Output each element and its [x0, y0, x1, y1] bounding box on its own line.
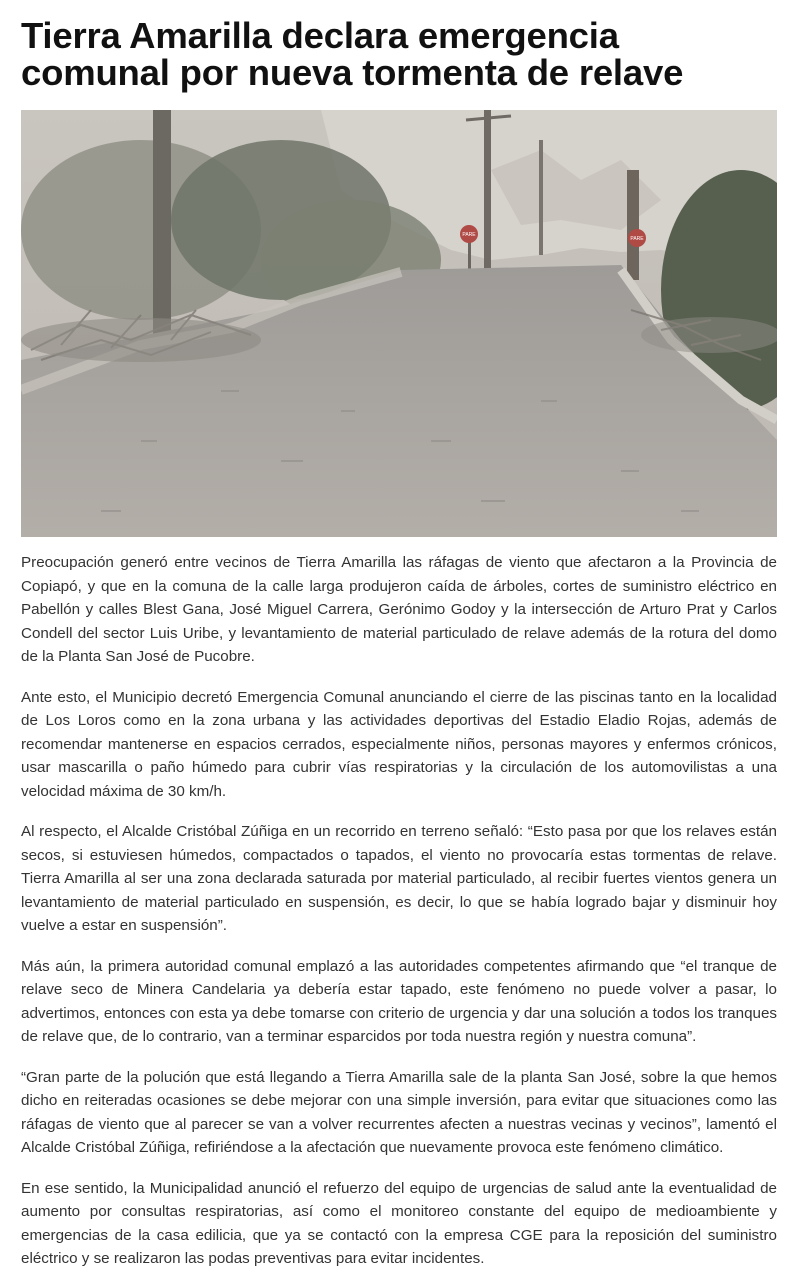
article-paragraph-1: Preocupación generó entre vecinos de Tierra Amarilla las ráfagas de viento que afectaron a la Provincia de Copiapó, y que en la comuna de la calle larga produjeron caída de árboles, cortes de suministro eléctrico en Pabellón y calles Blest Gana, José Miguel Carrera, Gerónimo Godoy y la intersección de Arturo Prat y Carlos Condell del sector Luis Uribe, y levantamiento de material particulado de relave además de la rotura del domo de la Planta San José de Pucobre.: [21, 554, 777, 665]
debris-pile-right: [641, 317, 777, 353]
road-scene-illustration: [21, 110, 777, 537]
article: [21, 0, 777, 1267]
article-headline: Tierra Amarilla declara emergencia comunal por nueva tormenta de relave: [21, 15, 684, 93]
article-paragraph-5: “Gran parte de la polución que está llegando a Tierra Amarilla sale de la planta San José, sobre la que hemos dicho en reiteradas ocasiones se debe mejorar con una simple inversión, para evitar que situaciones como las ráfagas de viento que al parecer se van a volver recurrentes afecten a nuestras vecinas y vecinos”, lamentó el Alcalde Cristóbal Zúñiga, refiriéndose a la afectación que nuevamente provoca este fenómeno climático.: [21, 1068, 777, 1156]
stop-sign-right-label: PARE: [630, 236, 644, 242]
utility-pole-far: [539, 140, 543, 255]
article-paragraph-3: Al respecto, el Alcalde Cristóbal Zúñiga en un recorrido en terreno señaló: “Esto pasa por que los relaves están secos, si estuviesen húmedos, compactados o tapados, el viento no provocaría estas tormentas de relave. Tierra Amarilla al ser una zona declarada saturada por material particulado, al recibir fuertes vientos genera un levantamiento de material particulado en suspensión, es decir, lo que se había logrado bajar y disminuir hoy vuelve a estar en suspensión”.: [21, 823, 777, 934]
utility-pole-left: [153, 110, 171, 340]
article-paragraph-2: Ante esto, el Municipio decretó Emergencia Comunal anunciando el cierre de las piscinas tanto en la localidad de Los Loros como en la zona urbana y las actividades deportivas del Estadio Eladio Rojas, además de recomendar mantenerse en espacios cerrados, especialmente niños, personas mayores y enfermos crónicos, usar mascarilla o paño húmedo para cubrir vías respiratorias y la circulación de los automovilistas a una velocidad máxima de 30 km/h.: [21, 688, 777, 800]
stop-sign-post-right: [636, 245, 639, 275]
article-paragraph-4: Más aún, la primera autoridad comunal emplazó a las autoridades competentes afirmando que “el tranque de relave seco de Minera Candelaria ya debería estar tapado, este fenómeno no puede volver a pasar, lo advertimos, entonces con esta ya debe tomarse con criterio de urgencia y dar una solución a todos los tranques de relave que, de lo contrario, van a terminar esparcidos por toda nuestra región y nuestra comuna”.: [21, 957, 777, 1045]
article-paragraph-6: En ese sentido, la Municipalidad anunció el refuerzo del equipo de urgencias de salud ante la eventualidad de aumento por consultas respiratorias, así como el monitoreo constante del equipo de medioambiente y emergencias de la casa edilicia, que ya se contactó con la empresa CGE para la reposición del suministro eléctrico y se realizaron las podas preventivas para evitar incidentes.: [21, 1179, 777, 1267]
stop-sign-left-label: PARE: [462, 232, 476, 238]
utility-pole-center: [484, 110, 491, 270]
article-body: [21, 551, 777, 1288]
article-photo: [21, 110, 777, 537]
debris-pile-left: [21, 318, 261, 362]
